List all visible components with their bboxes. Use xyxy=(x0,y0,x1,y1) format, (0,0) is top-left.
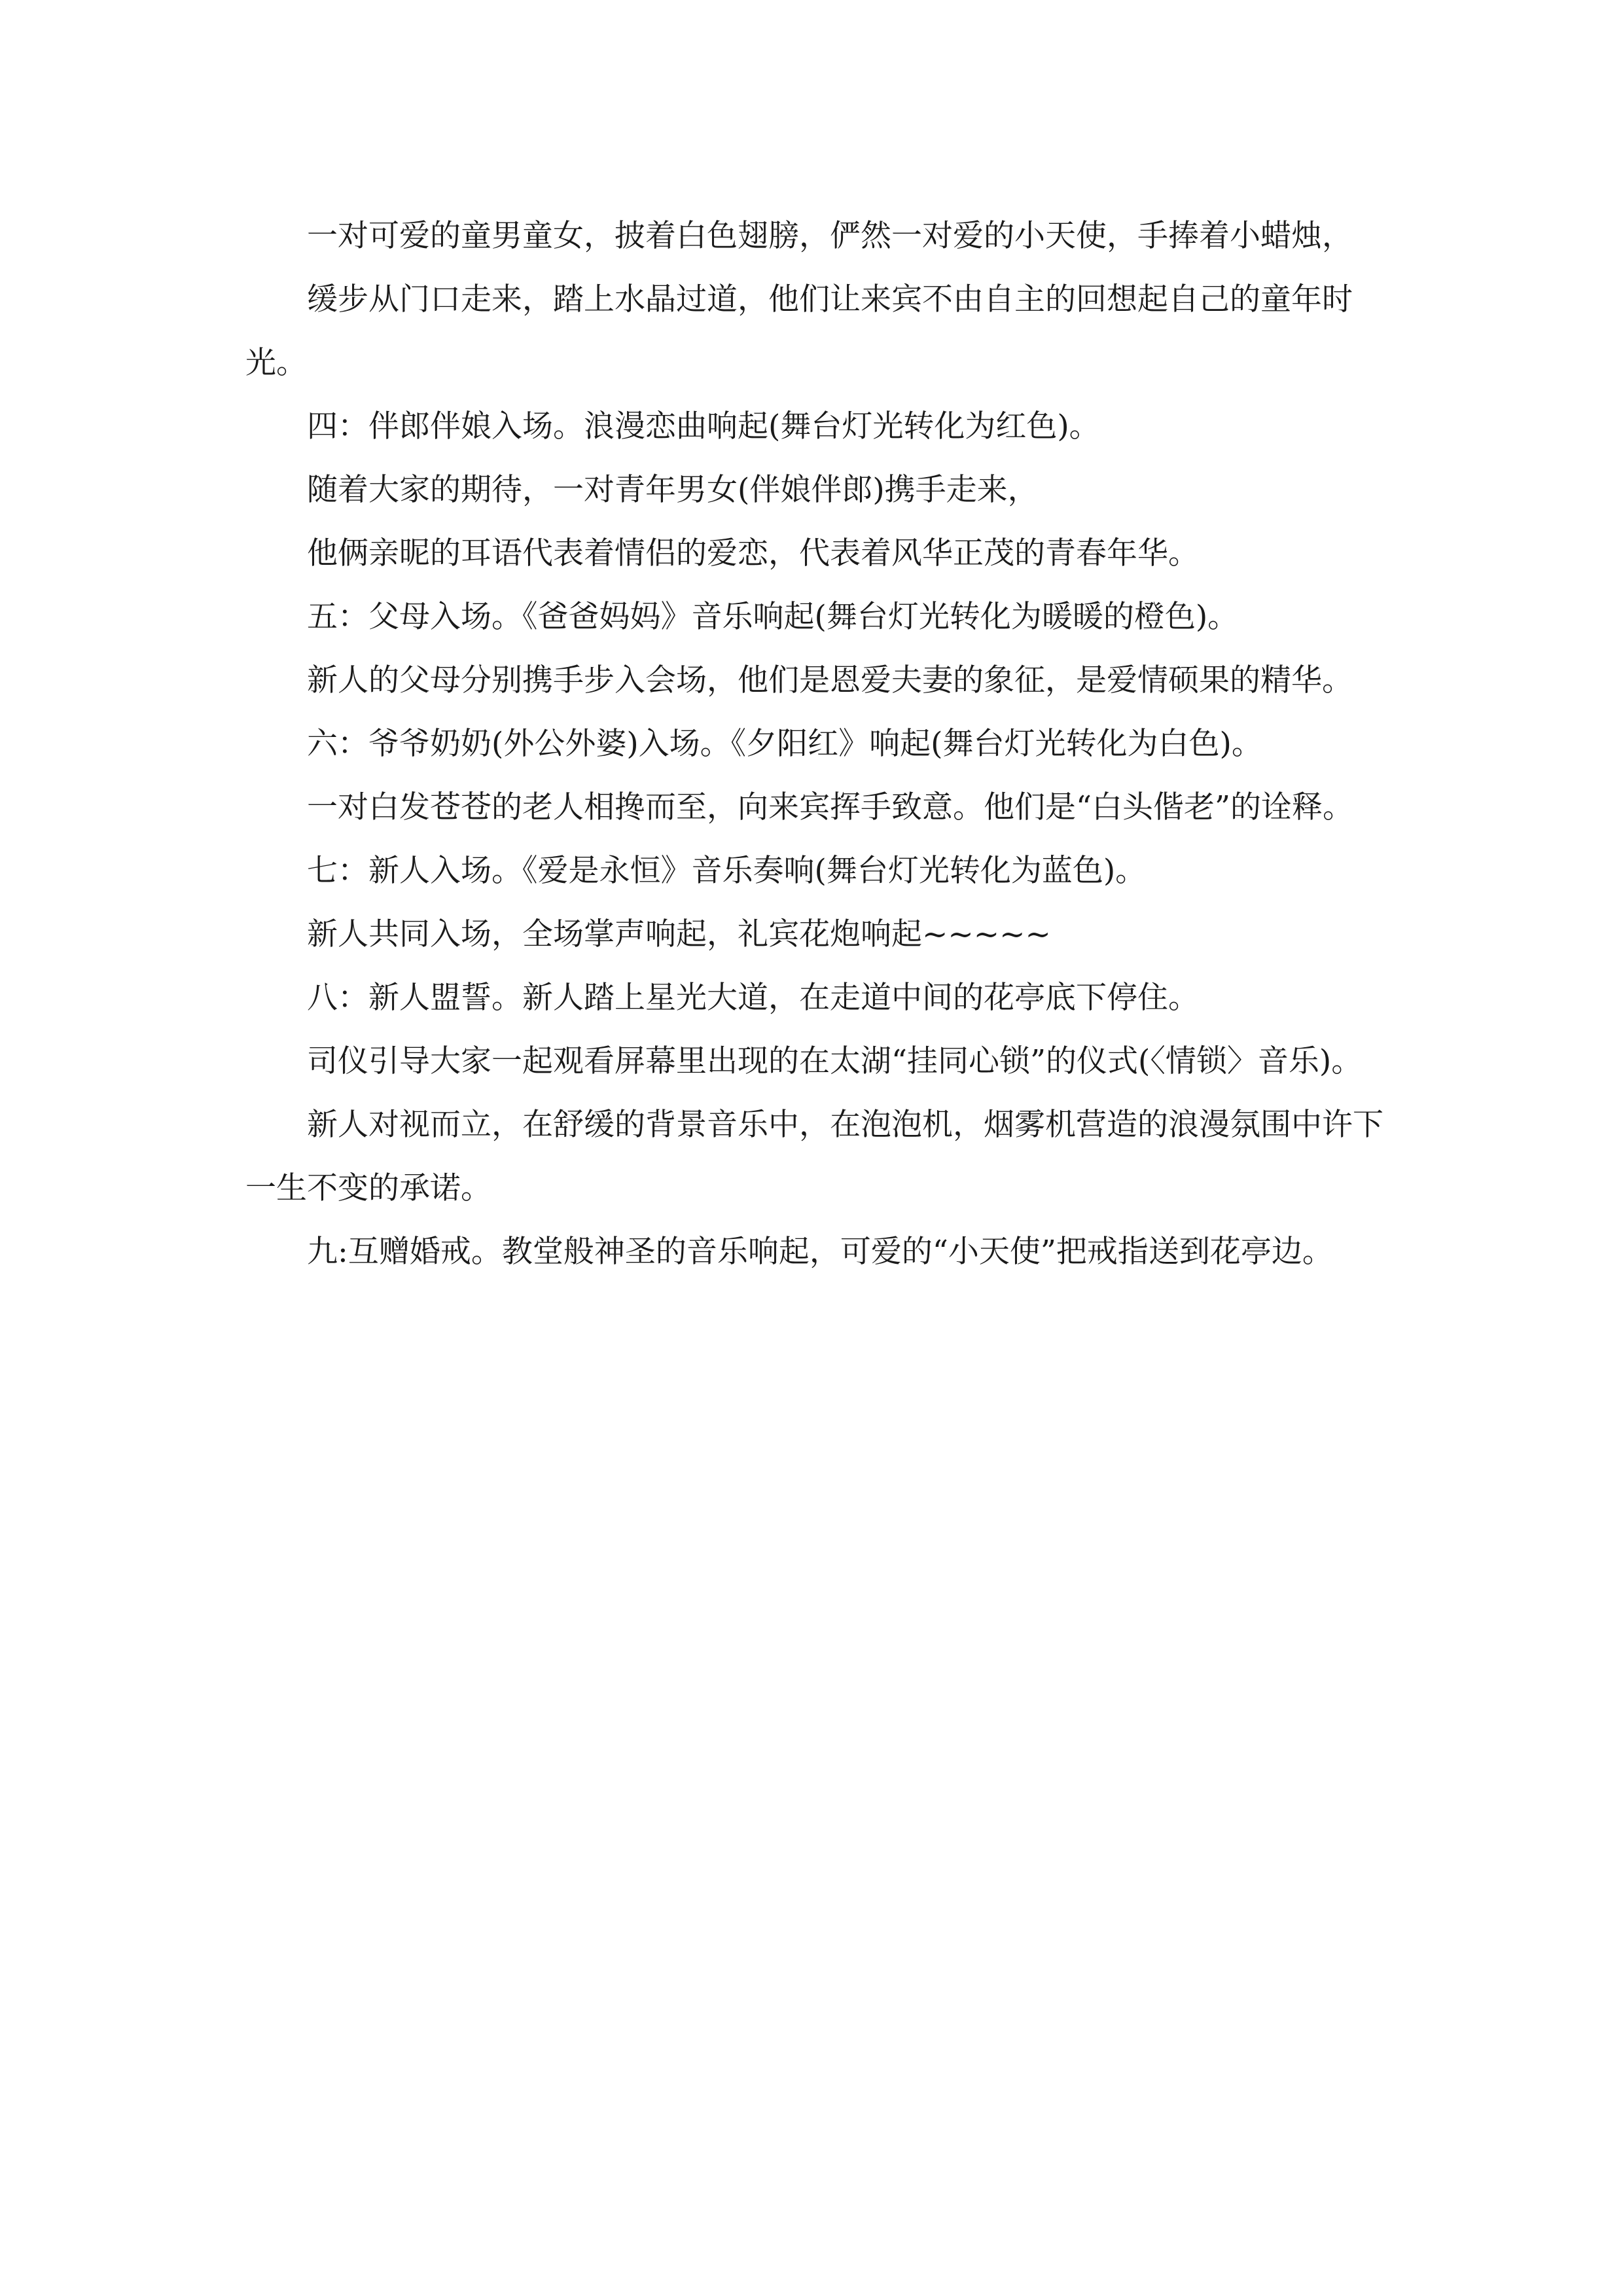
paragraph: 司仪引导大家一起观看屏幕里出现的在太湖“挂同心锁”的仪式(〈情锁〉音乐)。 xyxy=(307,1043,1363,1079)
paragraph: 五：父母入场。《爸爸妈妈》音乐响起(舞台灯光转化为暖暖的橙色)。 xyxy=(307,599,1239,635)
paragraph: 九:互赠婚戒。教堂般神圣的音乐响起，可爱的“小天使”把戒指送到花亭边。 xyxy=(307,1234,1333,1270)
paragraph: 七：新人入场。《爱是永恒》音乐奏响(舞台灯光转化为蓝色)。 xyxy=(307,853,1147,889)
paragraph: 六：爷爷奶奶(外公外婆)入场。《夕阳红》响起(舞台灯光转化为白色)。 xyxy=(307,726,1262,762)
paragraph: 新人的父母分别携手步入会场，他们是恩爱夫妻的象征，是爱情硕果的精华。 xyxy=(307,662,1353,698)
paragraph: 八：新人盟誓。新人踏上星光大道，在走道中间的花亭底下停住。 xyxy=(307,980,1199,1016)
paragraph: 新人共同入场，全场掌声响起，礼宾花炮响起~~~~~ xyxy=(307,916,1051,952)
paragraph: 一对白发苍苍的老人相搀而至，向来宾挥手致意。他们是“白头偕老”的诠释。 xyxy=(307,789,1354,825)
paragraph: 新人对视而立，在舒缓的背景音乐中，在泡泡机，烟雾机营造的浪漫氛围中许下一生不变的承诺。 xyxy=(245,1107,1383,1206)
paragraph: 他俩亲昵的耳语代表着情侣的爱恋，代表着风华正茂的青春年华。 xyxy=(307,535,1199,571)
paragraph: 四：伴郎伴娘入场。浪漫恋曲响起(舞台灯光转化为红色)。 xyxy=(307,408,1100,444)
paragraph: 一对可爱的童男童女，披着白色翅膀，俨然一对爱的小天使，手捧着小蜡烛， xyxy=(307,218,1353,254)
body-text xyxy=(245,204,1384,1283)
paragraph: 随着大家的期待，一对青年男女(伴娘伴郎)携手走来， xyxy=(307,472,1039,508)
paragraph: 缓步从门口走来，踏上水晶过道，他们让来宾不由自主的回想起自己的童年时光。 xyxy=(245,281,1353,381)
